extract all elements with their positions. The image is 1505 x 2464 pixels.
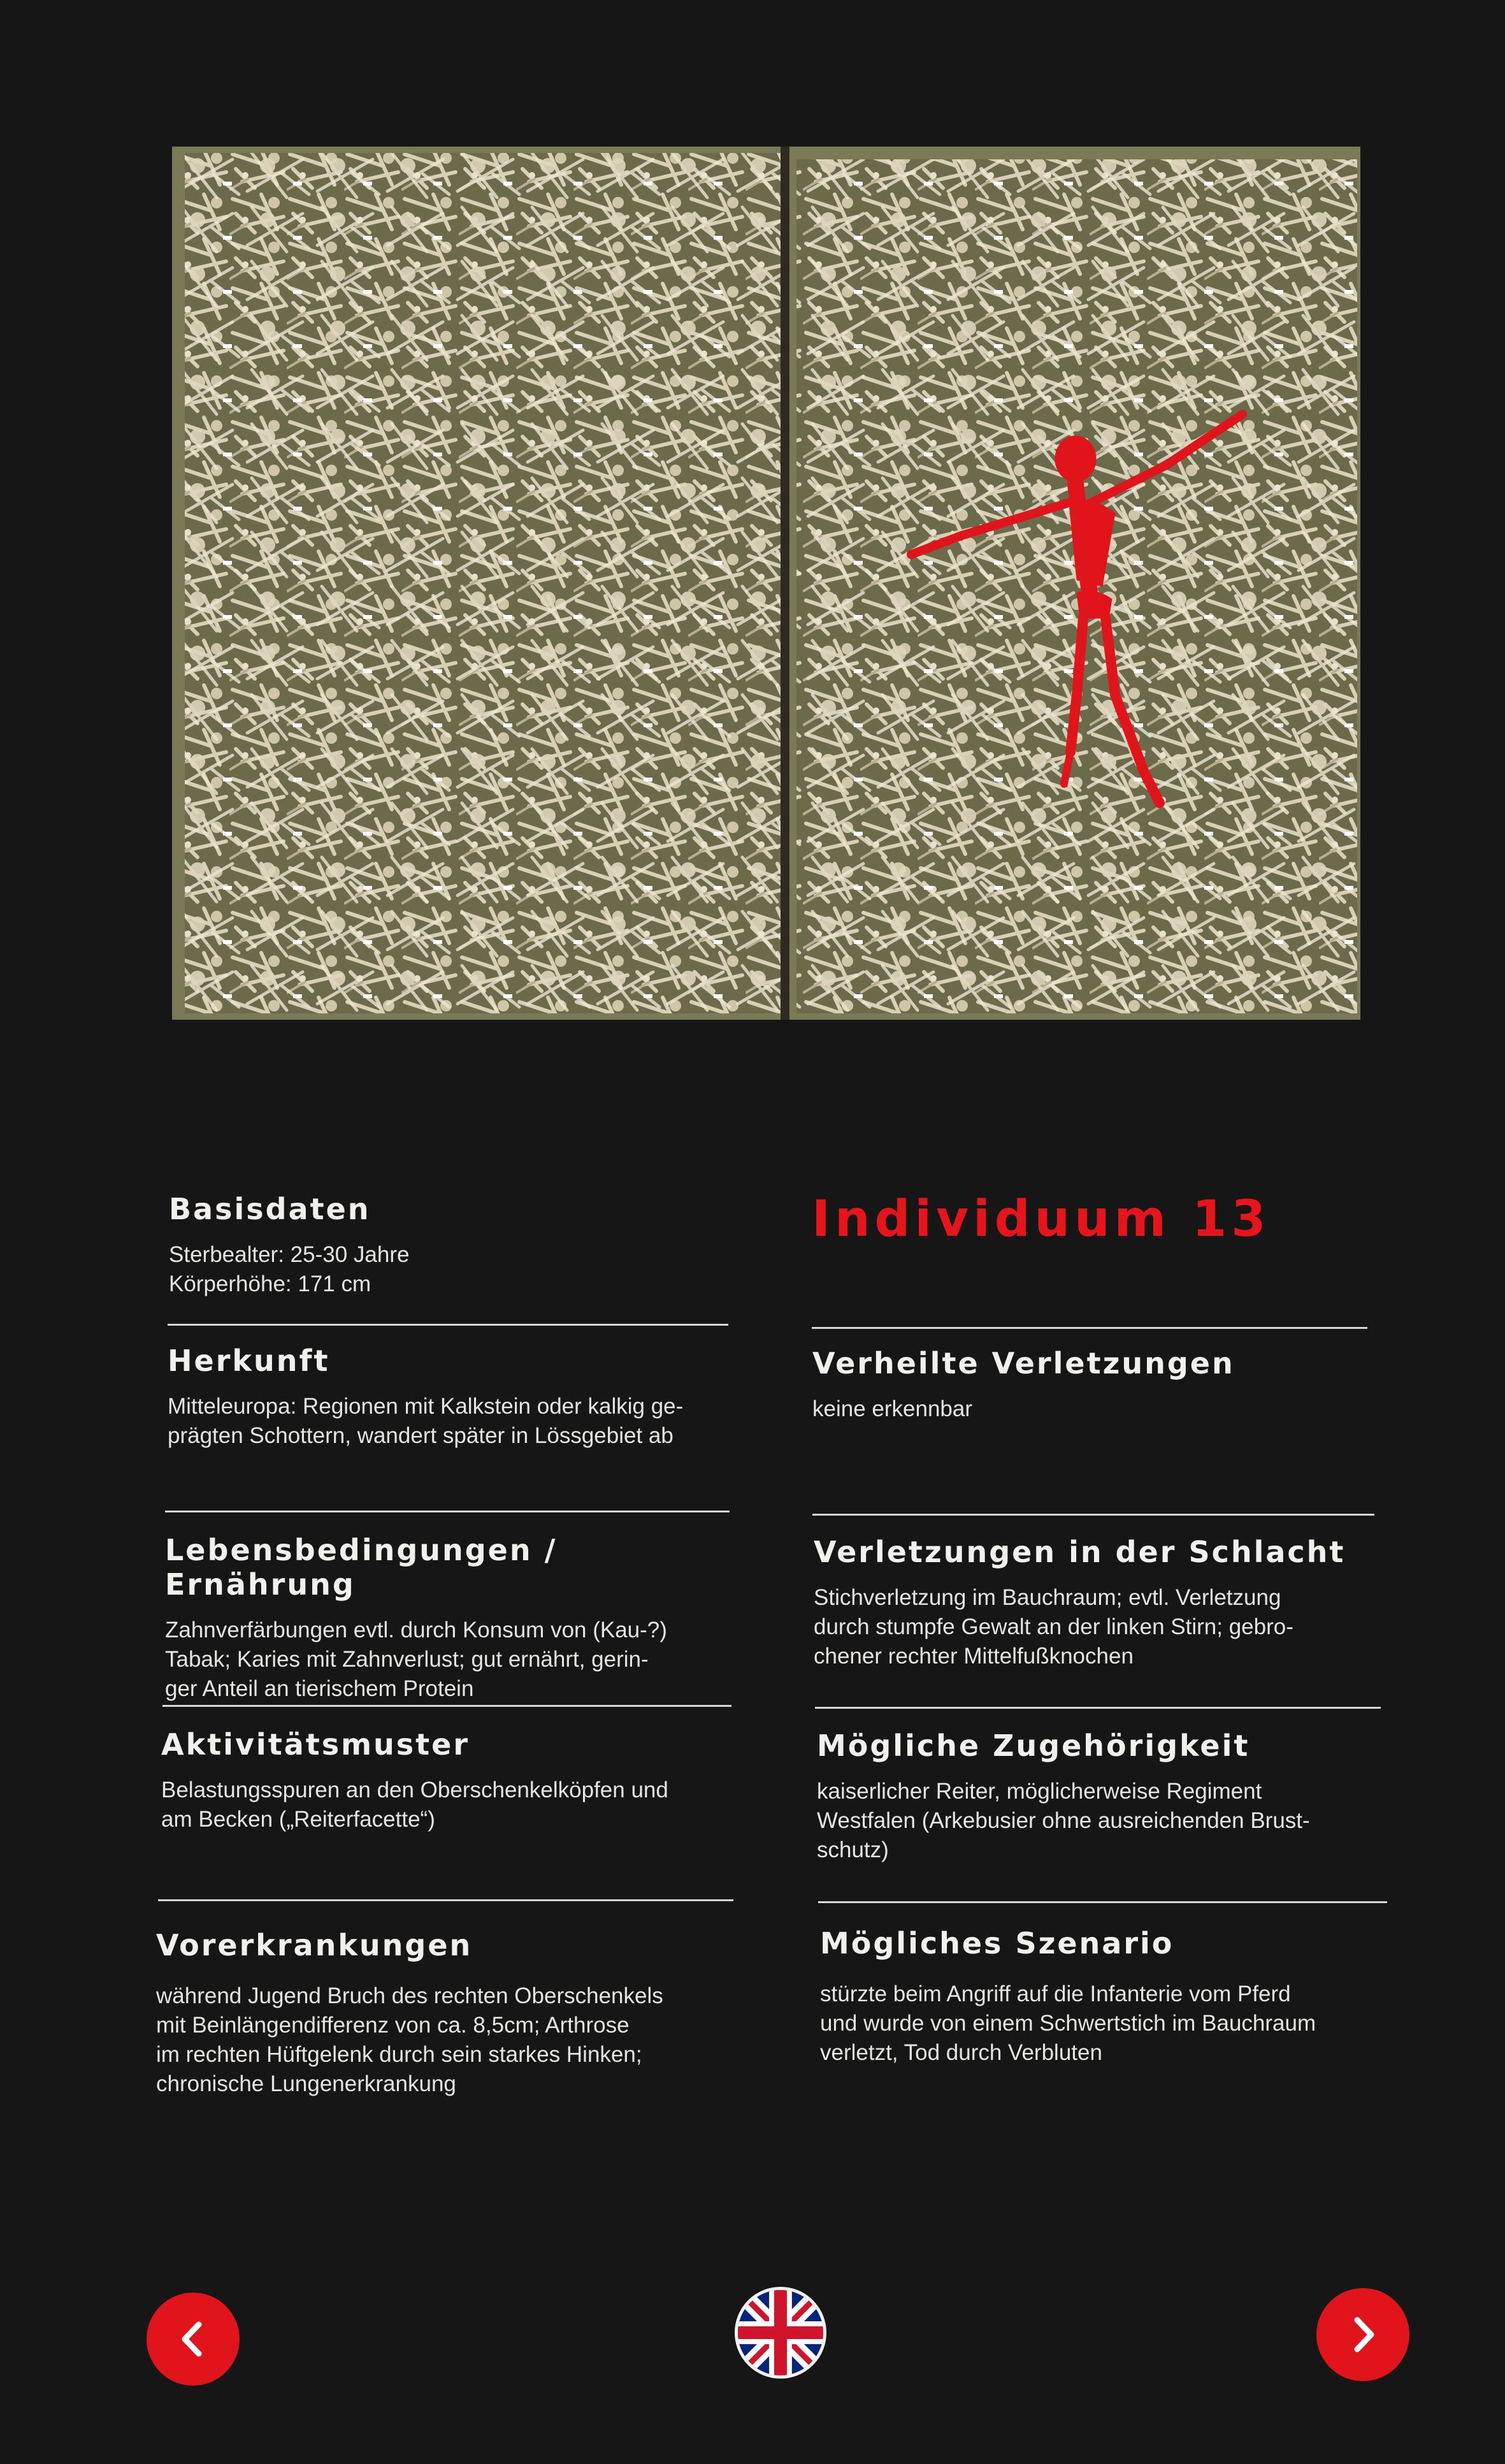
- section-aktivitaetsmuster: [161, 1727, 731, 1834]
- verletzungen-schlacht-heading: Verletzungen in der Schlacht: [814, 1535, 1346, 1569]
- divider: [812, 1327, 1367, 1329]
- basisdaten-text: [169, 1240, 730, 1299]
- section-lebensbedingungen: [165, 1533, 732, 1704]
- chevron-left-icon: [171, 2317, 215, 2361]
- section-basisdaten: [169, 1192, 730, 1299]
- zugehoerigkeit-line: kaiserlicher Reiter, möglicherweise Regiment: [817, 1779, 1262, 1804]
- szenario-line: verletzt, Tod durch Verbluten: [820, 2040, 1102, 2065]
- szenario-text: [820, 1980, 1390, 2068]
- next-button[interactable]: [1316, 2288, 1409, 2381]
- szenario-line: stürzte beim Angriff auf die Infanterie vom Pferd: [820, 1982, 1291, 2006]
- vorerkrankungen-line: während Jugend Bruch des rechten Oberschenkels: [156, 1983, 663, 2008]
- individual-title: Individuum 13: [812, 1191, 1271, 1248]
- szenario-line: und wurde von einem Schwertstich im Bauchraum: [820, 2011, 1316, 2036]
- szenario-heading: Mögliches Szenario: [820, 1926, 1174, 1960]
- verheilte-verletzungen-line: keine erkennbar: [812, 1396, 972, 1421]
- aktivitaetsmuster-line: am Becken („Reiterfacette“): [161, 1807, 435, 1832]
- language-switch-button[interactable]: [735, 2287, 826, 2379]
- section-szenario: [820, 1926, 1390, 2068]
- aktivitaetsmuster-line: Belastungsspuren an den Oberschenkelköpfen und: [161, 1778, 668, 1802]
- previous-button[interactable]: [147, 2293, 240, 2386]
- section-herkunft: [168, 1344, 728, 1451]
- divider: [815, 1707, 1381, 1709]
- zugehoerigkeit-line: schutz): [817, 1837, 889, 1862]
- verheilte-verletzungen-heading: Verheilte Verletzungen: [812, 1346, 1235, 1381]
- uk-flag-icon: [738, 2290, 823, 2375]
- aktivitaetsmuster-heading: Aktivitätsmuster: [161, 1727, 470, 1762]
- zugehoerigkeit-text: [817, 1777, 1384, 1865]
- verletzungen-schlacht-line: chener rechter Mittelfußknochen: [814, 1644, 1134, 1669]
- section-vorerkrankungen: [156, 1928, 733, 2099]
- verheilte-verletzungen-text: [812, 1395, 1373, 1424]
- section-zugehoerigkeit: [817, 1728, 1384, 1865]
- vorerkrankungen-line: chronische Lungenerkrankung: [156, 2071, 456, 2096]
- herkunft-line: prägten Schottern, wandert später in Lössgebiet ab: [168, 1423, 673, 1448]
- vorerkrankungen-line: im rechten Hüftgelenk durch sein starkes Hinken;: [156, 2042, 642, 2067]
- herkunft-line: Mitteleuropa: Regionen mit Kalkstein oder kalkig ge-: [168, 1394, 684, 1419]
- zugehoerigkeit-heading: Mögliche Zugehörigkeit: [817, 1728, 1250, 1763]
- mass-grave-image: [172, 147, 1360, 1020]
- lebensbedingungen-heading: Lebensbedingungen / Ernährung: [165, 1533, 558, 1602]
- vorerkrankungen-line: mit Beinlängendifferenz von ca. 8,5cm; Arthrose: [156, 2013, 630, 2038]
- verletzungen-schlacht-line: Stichverletzung im Bauchraum; evtl. Verletzung: [814, 1585, 1281, 1610]
- zugehoerigkeit-line: Westfalen (Arkebusier ohne ausreichenden Brust-: [817, 1808, 1310, 1833]
- herkunft-heading: Herkunft: [168, 1344, 330, 1378]
- verletzungen-schlacht-text: [814, 1583, 1381, 1671]
- divider: [168, 1324, 728, 1326]
- divider: [812, 1514, 1374, 1516]
- chevron-right-icon: [1341, 2312, 1385, 2357]
- vorerkrankungen-heading: Vorerkrankungen: [156, 1928, 473, 1962]
- lebensbedingungen-line: Tabak; Karies mit Zahnverlust; gut ernährt, gerin-: [165, 1647, 649, 1672]
- divider: [818, 1901, 1387, 1903]
- basisdaten-line: Sterbealter: 25-30 Jahre: [169, 1242, 410, 1267]
- basisdaten-line: Körperhöhe: 171 cm: [169, 1272, 371, 1296]
- section-verletzungen-schlacht: [814, 1535, 1381, 1671]
- verletzungen-schlacht-line: durch stumpfe Gewalt an der linken Stirn; gebro-: [814, 1614, 1293, 1639]
- basisdaten-heading: Basisdaten: [169, 1192, 371, 1226]
- vorerkrankungen-text: [156, 1982, 733, 2099]
- mass-grave-photo: [172, 147, 1360, 1020]
- lebensbedingungen-line: Zahnverfärbungen evtl. durch Konsum von (Kau-?): [165, 1618, 667, 1642]
- lebensbedingungen-text: [165, 1616, 732, 1704]
- divider: [158, 1899, 733, 1901]
- section-verheilte-verletzungen: [812, 1346, 1373, 1424]
- aktivitaetsmuster-text: [161, 1776, 731, 1834]
- lebensbedingungen-line: ger Anteil an tierischem Protein: [165, 1676, 474, 1701]
- herkunft-text: [168, 1392, 728, 1451]
- divider: [165, 1511, 730, 1512]
- divider: [162, 1705, 731, 1707]
